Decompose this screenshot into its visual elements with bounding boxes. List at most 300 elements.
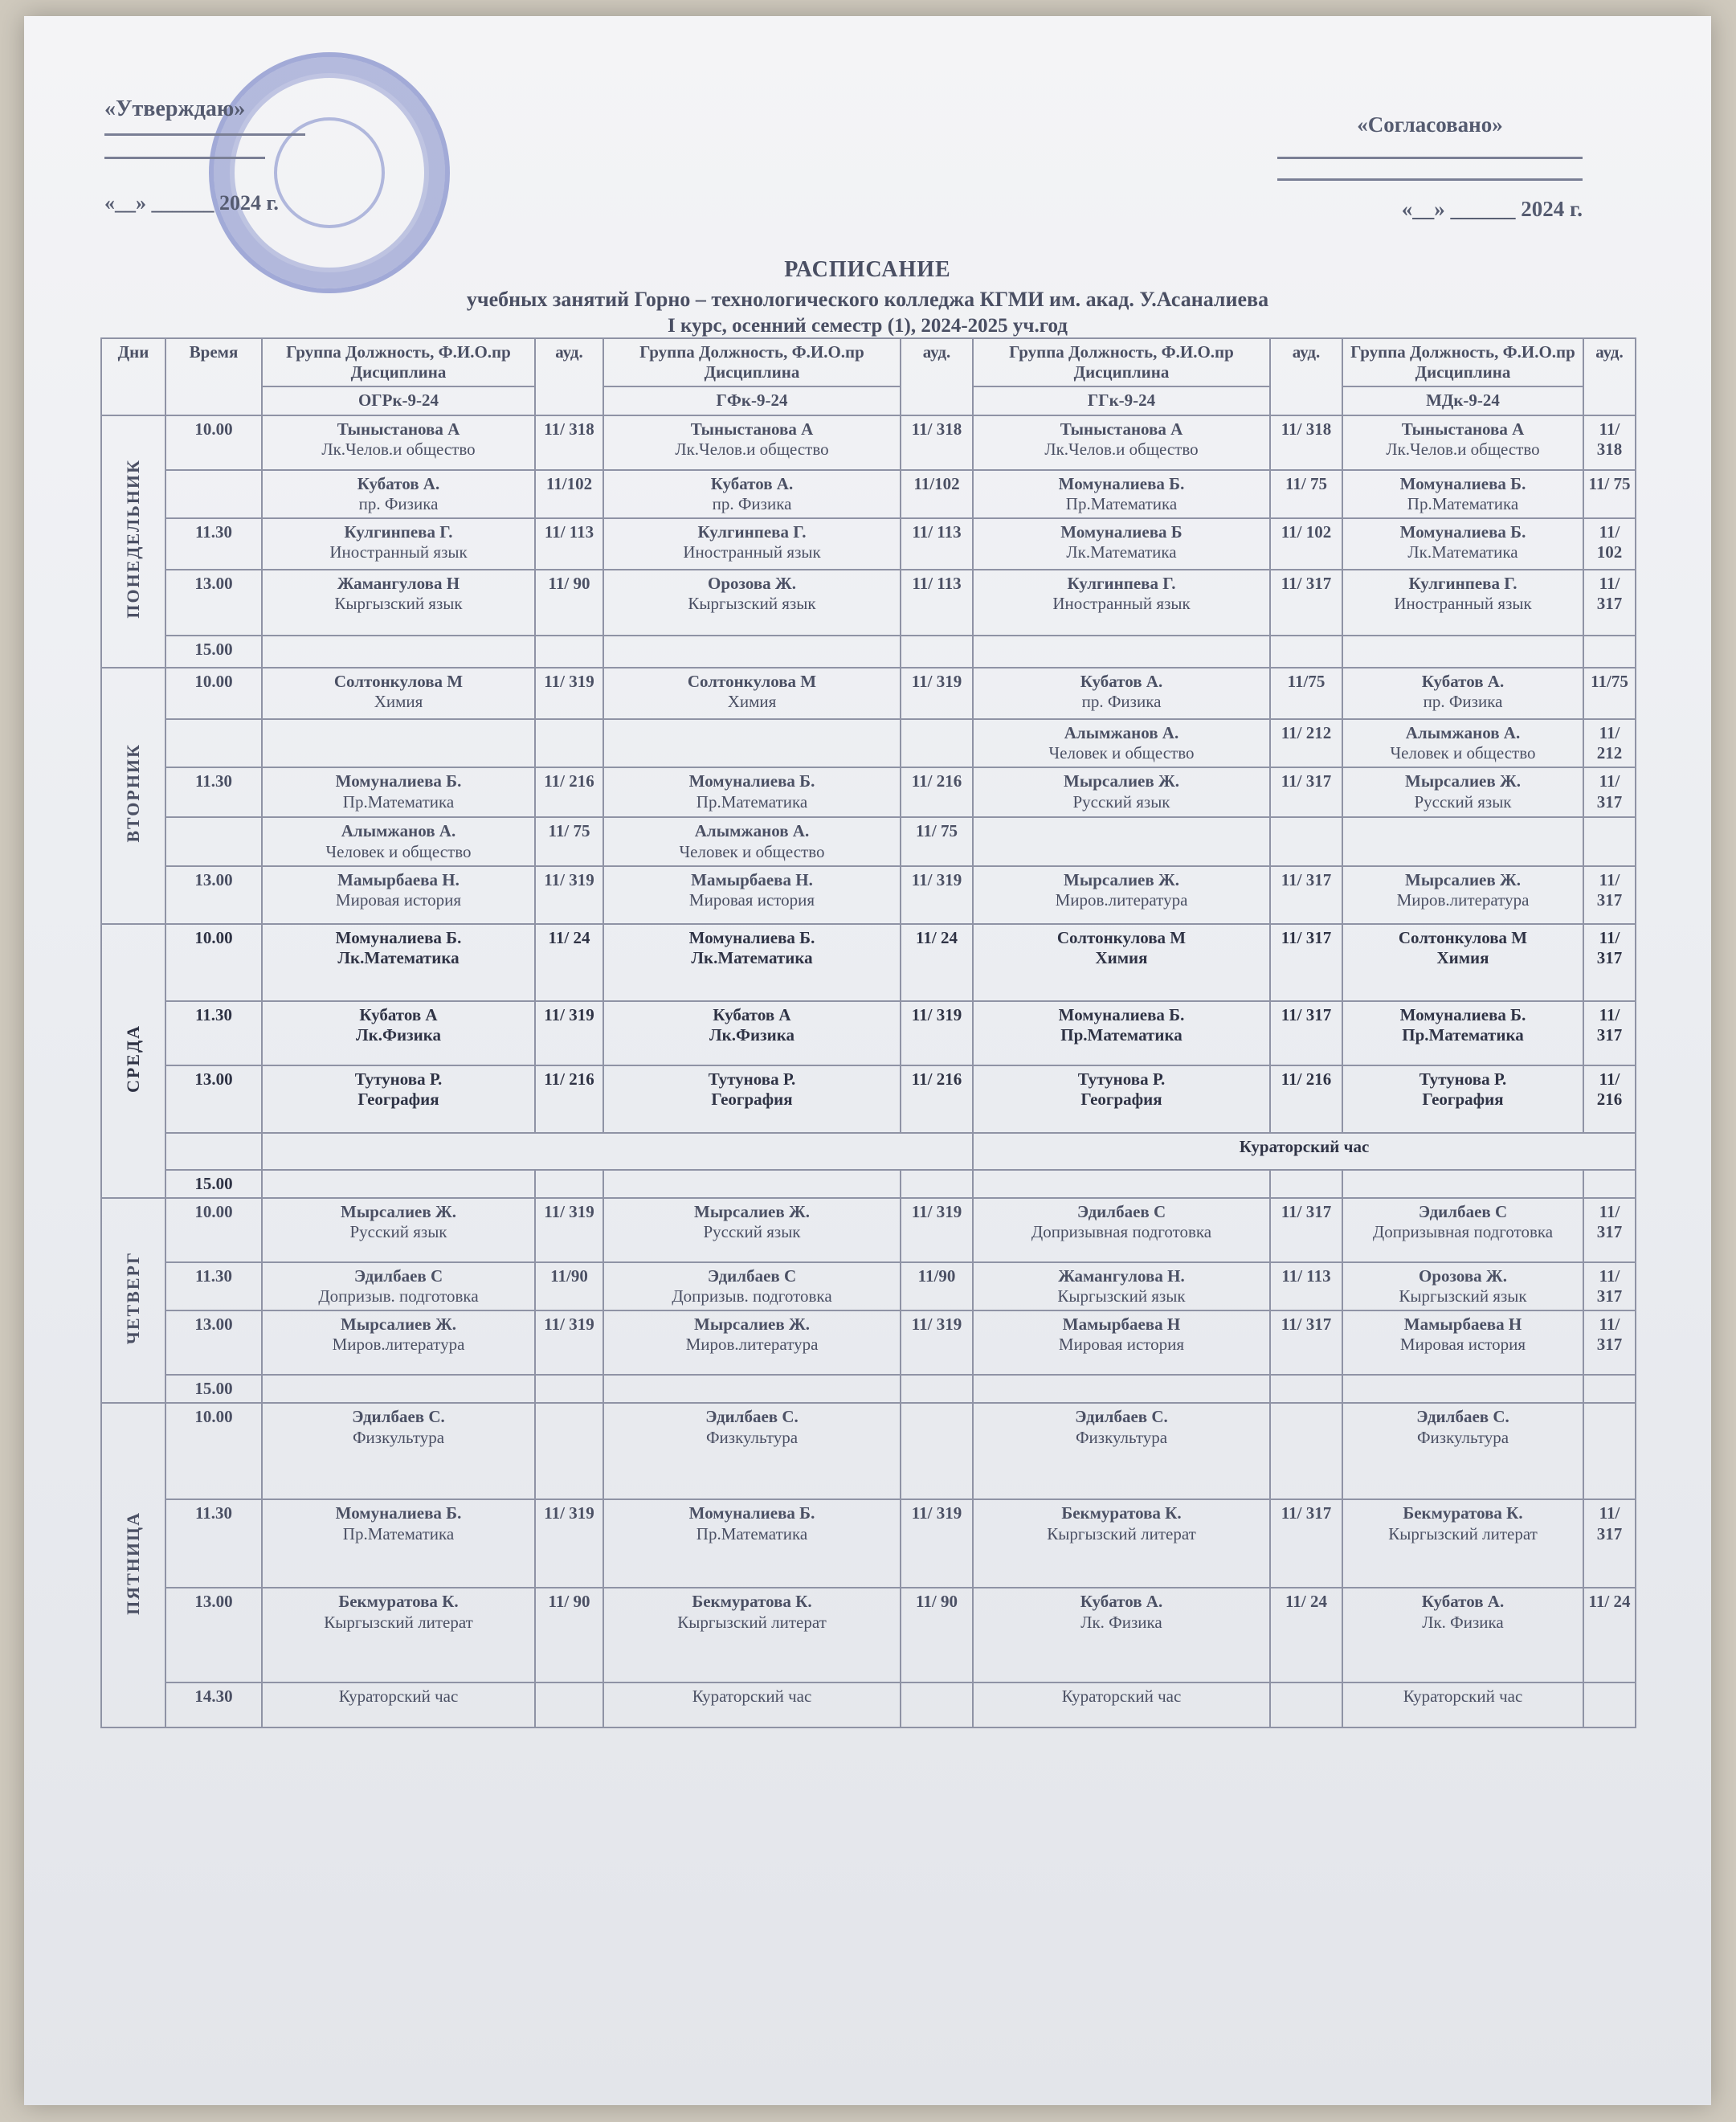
teacher-name: Тыныстанова А — [337, 419, 460, 439]
room-number: 11/90 — [535, 1262, 603, 1310]
lesson-cell — [262, 570, 535, 636]
lesson-cell — [1342, 415, 1583, 470]
lesson-cell — [262, 470, 535, 518]
teacher-name: Момуналиева Б. — [335, 771, 462, 791]
subject-name: Кыргызский язык — [688, 594, 816, 614]
lesson-cell — [603, 1170, 901, 1198]
room-number — [901, 1170, 973, 1198]
time-slot: 13.00 — [165, 570, 262, 636]
group-name: ОГРк-9-24 — [262, 386, 535, 415]
room-number: 11/ 216 — [901, 767, 973, 817]
lesson-cell — [1342, 767, 1583, 817]
agreed-label: «Согласовано» — [1357, 112, 1503, 137]
room-number: 11/ 317 — [1583, 866, 1636, 924]
header-group: Группа Должность, Ф.И.О.пр Дисциплина — [1342, 338, 1583, 386]
subject-name: Физкультура — [1075, 1427, 1168, 1447]
time-slot: 13.00 — [165, 1310, 262, 1375]
lesson-cell — [1342, 1262, 1583, 1310]
lesson-cell — [973, 719, 1270, 767]
lesson-cell — [262, 1403, 535, 1499]
teacher-name: Момуналиева Б. — [688, 771, 815, 791]
room-number: 11/ 75 — [1270, 470, 1342, 518]
room-number: 11/ 317 — [1270, 1001, 1342, 1065]
subject-name: Физкультура — [352, 1427, 445, 1447]
teacher-name: Кубатов А. — [710, 473, 794, 493]
room-number: 11/ 317 — [1270, 924, 1342, 1001]
room-number: 11/ 317 — [1270, 1198, 1342, 1262]
teacher-name: Мамырбаева Н. — [337, 869, 460, 889]
table-header-row — [101, 338, 1636, 386]
day-name: ПЯТНИЦА — [122, 1511, 143, 1615]
room-number: 11/ 317 — [1583, 1198, 1636, 1262]
teacher-name: Момуналиева Б. — [1399, 473, 1526, 493]
subject-name: Допризывная подготовка — [1372, 1222, 1554, 1242]
schedule-row — [101, 817, 1636, 865]
lesson-cell — [603, 924, 901, 1001]
lesson-cell — [973, 470, 1270, 518]
lesson-cell — [262, 1170, 535, 1198]
room-number: 11/ 317 — [1270, 866, 1342, 924]
day-name: ЧЕТВЕРГ — [122, 1251, 143, 1345]
group-names-row — [101, 386, 1636, 415]
lesson-cell — [262, 767, 535, 817]
room-number — [1270, 1375, 1342, 1403]
lesson-cell — [1342, 668, 1583, 719]
lesson-cell — [603, 1375, 901, 1403]
lesson-cell — [603, 1588, 901, 1682]
schedule-row — [101, 767, 1636, 817]
teacher-name: Момуналиева Б. — [688, 1503, 815, 1523]
subject-name: пр. Физика — [1081, 692, 1162, 712]
schedule-row — [101, 1682, 1636, 1727]
subject-name: Лк.Математика — [691, 947, 813, 967]
subject-name: Лк.Физика — [709, 1024, 794, 1045]
room-number — [535, 1170, 603, 1198]
teacher-name: Алымжанов А. — [341, 821, 456, 841]
schedule-row — [101, 866, 1636, 924]
teacher-name: Тутунова Р. — [1419, 1069, 1507, 1089]
schedule-table — [100, 337, 1636, 1728]
subject-name: Лк. Физика — [1422, 1612, 1504, 1632]
subject-name: Химия — [1095, 947, 1148, 967]
signature-line — [104, 157, 265, 159]
header-day: Дни — [101, 338, 165, 415]
teacher-name: Жамангулова Н — [337, 573, 460, 593]
schedule-row — [101, 1065, 1636, 1133]
time-slot: 15.00 — [165, 1375, 262, 1403]
room-number: 11/ 317 — [1583, 1499, 1636, 1588]
room-number — [1583, 817, 1636, 865]
room-number: 11/ 317 — [1270, 570, 1342, 636]
teacher-name: Бекмуратова К. — [338, 1592, 459, 1612]
subject-name: Кыргызский литерат — [677, 1612, 827, 1632]
lesson-cell — [603, 1262, 901, 1310]
teacher-name: Кубатов А — [359, 1004, 438, 1024]
subject-name: Человек и общество — [1390, 743, 1536, 763]
subject-name: Лк.Челов.и общество — [1044, 439, 1199, 459]
time-slot: 14.30 — [165, 1682, 262, 1727]
subject-name: Миров.литература — [1396, 889, 1530, 910]
subject-name: Лк.Челов.и общество — [675, 439, 829, 459]
room-number: 11/ 317 — [1270, 1499, 1342, 1588]
subject-name: Пр.Математика — [696, 1523, 808, 1543]
room-number: 11/ 102 — [1583, 518, 1636, 570]
teacher-name: Момуналиева Б. — [1058, 1004, 1185, 1024]
subject-name: Мировая история — [1399, 1335, 1526, 1355]
subject-name: География — [1080, 1089, 1162, 1109]
title-line-1: РАСПИСАНИЕ — [784, 257, 951, 282]
room-number: 11/ 317 — [1270, 767, 1342, 817]
teacher-name: Эдилбаев С. — [705, 1407, 799, 1427]
lesson-cell — [603, 668, 901, 719]
lesson-cell — [973, 1170, 1270, 1198]
day-name: СРЕДА — [122, 1024, 143, 1093]
time-slot — [165, 1133, 262, 1170]
subject-name: Человек и общество — [325, 841, 472, 861]
day-label — [101, 924, 165, 1198]
title-line-3: I курс, осенний семестр (1), 2024-2025 уч.год — [668, 315, 1068, 337]
teacher-name: Солтонкулова М — [1398, 927, 1528, 947]
signature-line — [1277, 178, 1583, 181]
lesson-cell — [1342, 518, 1583, 570]
subject-name: Физкультура — [1416, 1427, 1509, 1447]
day-label — [101, 668, 165, 924]
teacher-name: Алымжанов А. — [1064, 722, 1179, 742]
room-number: 11/ 90 — [535, 1588, 603, 1682]
subject-name: Лк.Математика — [1066, 542, 1177, 562]
teacher-name: Солтонкулова М — [1056, 927, 1187, 947]
lesson-cell — [973, 1499, 1270, 1588]
teacher-name: Момуналиева Б — [1060, 521, 1183, 542]
lesson-cell — [1342, 1170, 1583, 1198]
lesson-cell — [973, 767, 1270, 817]
lesson-cell — [1342, 719, 1583, 767]
day-label — [101, 415, 165, 668]
lesson-cell — [973, 570, 1270, 636]
room-number: 11/ 113 — [1270, 1262, 1342, 1310]
time-slot: 11.30 — [165, 1001, 262, 1065]
teacher-name: Орозова Ж. — [708, 573, 796, 593]
room-number: 11/ 216 — [1583, 1065, 1636, 1133]
time-slot: 11.30 — [165, 1499, 262, 1588]
teacher-name: Жамангулова Н. — [1058, 1265, 1185, 1286]
room-number: 11/ 318 — [535, 415, 603, 470]
lesson-cell — [603, 570, 901, 636]
lesson-cell — [262, 1262, 535, 1310]
teacher-name: Тыныстанова А — [1060, 419, 1183, 439]
room-number — [1583, 1375, 1636, 1403]
subject-name: Русский язык — [1072, 791, 1170, 812]
subject-name: Кураторский час — [1403, 1687, 1523, 1707]
subject-name: Кураторский час — [338, 1687, 459, 1707]
room-number: 11/ 24 — [535, 924, 603, 1001]
time-slot: 10.00 — [165, 668, 262, 719]
room-number — [535, 1682, 603, 1727]
lesson-cell — [262, 415, 535, 470]
time-slot: 15.00 — [165, 636, 262, 668]
teacher-name: Кулгинпева Г. — [344, 521, 453, 542]
schedule-row — [101, 668, 1636, 719]
teacher-name: Эдилбаев С. — [1075, 1407, 1168, 1427]
approved-date: «__» ______ 2024 г. — [104, 191, 279, 215]
subject-name: Иностранный язык — [1394, 594, 1532, 614]
room-number: 11/ 319 — [901, 1499, 973, 1588]
lesson-cell — [262, 1310, 535, 1375]
schedule-row — [101, 1170, 1636, 1198]
time-slot: 13.00 — [165, 1065, 262, 1133]
lesson-cell — [603, 1198, 901, 1262]
lesson-cell — [262, 1588, 535, 1682]
lesson-cell — [973, 1588, 1270, 1682]
lesson-cell — [1342, 1001, 1583, 1065]
lesson-cell — [262, 1499, 535, 1588]
day-label — [101, 1198, 165, 1404]
room-number: 11/ 318 — [1583, 415, 1636, 470]
teacher-name: Мамырбаева Н — [1403, 1314, 1522, 1335]
subject-name: Лк.Челов.и общество — [321, 439, 476, 459]
room-number: 11/ 318 — [1270, 415, 1342, 470]
lesson-cell — [973, 866, 1270, 924]
subject-name: Допризыв. подготовка — [318, 1286, 479, 1306]
room-number: 11/ 319 — [535, 1198, 603, 1262]
lesson-cell — [262, 1375, 535, 1403]
agreed-date: «__» ______ 2024 г. — [1401, 197, 1583, 221]
teacher-name: Солтонкулова М — [333, 671, 464, 691]
lesson-cell — [973, 1065, 1270, 1133]
lesson-cell — [262, 817, 535, 865]
room-number: 11/ 113 — [901, 518, 973, 570]
room-number: 11/ 212 — [1270, 719, 1342, 767]
signature-line — [1277, 157, 1583, 159]
schedule-row — [101, 570, 1636, 636]
teacher-name: Тутунова Р. — [354, 1069, 443, 1089]
subject-name: Иностранный язык — [1052, 594, 1191, 614]
teacher-name: Эдилбаев С — [707, 1265, 797, 1286]
room-number: 11/ 317 — [1583, 1310, 1636, 1375]
schedule-row — [101, 1262, 1636, 1310]
teacher-name: Кулгинпева Г. — [1067, 573, 1176, 593]
schedule-row — [101, 470, 1636, 518]
teacher-name: Эдилбаев С — [1418, 1201, 1508, 1221]
room-number — [1583, 1403, 1636, 1499]
teacher-name: Бекмуратова К. — [1061, 1503, 1182, 1523]
lesson-cell — [1342, 1065, 1583, 1133]
schedule-row — [101, 1198, 1636, 1262]
teacher-name: Тутунова Р. — [1077, 1069, 1166, 1089]
time-slot — [165, 719, 262, 767]
room-number: 11/ 319 — [901, 668, 973, 719]
subject-name: Химия — [727, 692, 777, 712]
subject-name: Иностранный язык — [683, 542, 821, 562]
lesson-cell — [262, 1682, 535, 1727]
lesson-cell — [973, 1682, 1270, 1727]
lesson-cell — [1342, 817, 1583, 865]
time-slot — [165, 817, 262, 865]
subject-name: Пр.Математика — [1065, 493, 1178, 513]
schedule-row — [101, 924, 1636, 1001]
subject-name: Химия — [374, 692, 423, 712]
subject-name: Допризыв. подготовка — [672, 1286, 832, 1306]
subject-name: Лк.Математика — [1407, 542, 1518, 562]
time-slot: 10.00 — [165, 924, 262, 1001]
lesson-cell — [973, 1375, 1270, 1403]
subject-name: Мировая история — [335, 889, 462, 910]
teacher-name: Эдилбаев С. — [1416, 1407, 1509, 1427]
schedule-document — [24, 16, 1711, 2105]
schedule-row — [101, 1375, 1636, 1403]
subject-name: пр. Физика — [358, 493, 439, 513]
subject-name: География — [357, 1089, 439, 1109]
schedule-row — [101, 518, 1636, 570]
teacher-name: Тыныстанова А — [690, 419, 814, 439]
lesson-cell — [262, 518, 535, 570]
lesson-cell — [603, 1001, 901, 1065]
room-number — [535, 1375, 603, 1403]
time-slot: 11.30 — [165, 1262, 262, 1310]
room-number: 11/ 24 — [1583, 1588, 1636, 1682]
lesson-cell — [262, 1065, 535, 1133]
schedule-row — [101, 1133, 1636, 1170]
lesson-cell — [262, 719, 535, 767]
teacher-name: Кулгинпева Г. — [697, 521, 807, 542]
subject-name: Русский язык — [703, 1222, 801, 1242]
title-line-2: учебных занятий Горно – технологического колледжа КГМИ им. акад. У.Асаналиева — [466, 288, 1269, 311]
header-group: Группа Должность, Ф.И.О.пр Дисциплина — [973, 338, 1270, 386]
room-number: 11/ 75 — [535, 817, 603, 865]
subject-name: Допризывная подготовка — [1031, 1222, 1212, 1242]
header-aud: ауд. — [901, 338, 973, 415]
lesson-cell — [973, 415, 1270, 470]
lesson-cell — [973, 924, 1270, 1001]
schedule-row — [101, 1499, 1636, 1588]
subject-name: Кураторский час — [1061, 1687, 1182, 1707]
day-label — [101, 1403, 165, 1727]
teacher-name: Момуналиева Б. — [1399, 1004, 1526, 1024]
agreement-block — [1277, 112, 1583, 222]
lesson-cell — [973, 1310, 1270, 1375]
subject-name: Русский язык — [349, 1222, 447, 1242]
time-slot: 10.00 — [165, 1403, 262, 1499]
teacher-name: Эдилбаев С — [353, 1265, 443, 1286]
lesson-cell — [1342, 1375, 1583, 1403]
room-number: 11/ 319 — [901, 866, 973, 924]
room-number: 11/ 317 — [1270, 1310, 1342, 1375]
subject-name: Мировая история — [688, 889, 815, 910]
lesson-cell — [262, 1001, 535, 1065]
room-number — [1270, 817, 1342, 865]
room-number: 11/ 318 — [901, 415, 973, 470]
approved-label: «Утверждаю» — [104, 96, 246, 121]
teacher-name: Мырсалиев Ж. — [1064, 771, 1179, 791]
room-number — [1270, 1403, 1342, 1499]
group-name: ГГк-9-24 — [973, 386, 1270, 415]
subject-name: Лк.Математика — [337, 947, 460, 967]
lesson-cell — [1342, 1682, 1583, 1727]
room-number: 11/ 102 — [1270, 518, 1342, 570]
subject-name: Русский язык — [1414, 791, 1512, 812]
lesson-cell — [1342, 1588, 1583, 1682]
lesson-cell — [603, 1310, 901, 1375]
room-number — [1583, 636, 1636, 668]
schedule-row — [101, 1403, 1636, 1499]
lesson-cell — [603, 1499, 901, 1588]
subject-name: Миров.литература — [332, 1335, 465, 1355]
lesson-cell — [1342, 1198, 1583, 1262]
room-number: 11/ 319 — [535, 1001, 603, 1065]
subject-name: Пр.Математика — [1407, 493, 1519, 513]
teacher-name: Кубатов А. — [1080, 1592, 1163, 1612]
header-aud: ауд. — [1583, 338, 1636, 415]
lesson-cell — [973, 1198, 1270, 1262]
room-number: 11/ 319 — [535, 1310, 603, 1375]
room-number: 11/ 216 — [1270, 1065, 1342, 1133]
lesson-cell — [1342, 570, 1583, 636]
room-number: 11/ 113 — [901, 570, 973, 636]
header-aud: ауд. — [1270, 338, 1342, 415]
lesson-cell — [603, 470, 901, 518]
lesson-cell — [973, 817, 1270, 865]
schedule-row — [101, 415, 1636, 470]
room-number — [901, 719, 973, 767]
teacher-name: Кубатов А. — [1421, 1592, 1505, 1612]
teacher-name: Солтонкулова М — [687, 671, 817, 691]
subject-name: Человек и общество — [1048, 743, 1195, 763]
room-number — [901, 1682, 973, 1727]
lesson-cell — [603, 767, 901, 817]
subject-name: Химия — [1436, 947, 1489, 967]
subject-name: Пр.Математика — [342, 791, 455, 812]
teacher-name: Кубатов А — [713, 1004, 791, 1024]
subject-name: География — [1422, 1089, 1504, 1109]
subject-name: Иностранный язык — [329, 542, 468, 562]
subject-name: Миров.литература — [685, 1335, 819, 1355]
subject-name: Кыргызский язык — [1057, 1286, 1186, 1306]
teacher-name: Мамырбаева Н. — [691, 869, 813, 889]
room-number — [901, 1403, 973, 1499]
subject-name: Миров.литература — [1055, 889, 1188, 910]
schedule-row — [101, 636, 1636, 668]
header-group: Группа Должность, Ф.И.О.пр Дисциплина — [262, 338, 535, 386]
lesson-cell — [262, 668, 535, 719]
teacher-name: Момуналиева Б. — [335, 927, 462, 947]
room-number: 11/ 317 — [1583, 570, 1636, 636]
room-number: 11/ 317 — [1583, 1001, 1636, 1065]
room-number — [1583, 1170, 1636, 1198]
lesson-cell — [603, 518, 901, 570]
group-name: ГФк-9-24 — [603, 386, 901, 415]
teacher-name: Мамырбаева Н — [1062, 1314, 1181, 1335]
room-number: 11/ 24 — [1270, 1588, 1342, 1682]
subject-name: Кыргызский литерат — [1388, 1523, 1538, 1543]
room-number: 11/75 — [1583, 668, 1636, 719]
subject-name: Пр.Математика — [342, 1523, 455, 1543]
time-slot: 13.00 — [165, 1588, 262, 1682]
time-slot — [165, 470, 262, 518]
room-number — [901, 636, 973, 668]
teacher-name: Кубатов А. — [357, 473, 440, 493]
teacher-name: Момуналиева Б. — [688, 927, 815, 947]
room-number: 11/102 — [901, 470, 973, 518]
room-number — [1583, 1682, 1636, 1727]
room-number: 11/75 — [1270, 668, 1342, 719]
lesson-cell — [603, 817, 901, 865]
header-group: Группа Должность, Ф.И.О.пр Дисциплина — [603, 338, 901, 386]
room-number: 11/90 — [901, 1262, 973, 1310]
teacher-name: Бекмуратова К. — [692, 1592, 812, 1612]
group-name: МДк-9-24 — [1342, 386, 1583, 415]
teacher-name: Алымжанов А. — [694, 821, 810, 841]
lesson-cell — [973, 1403, 1270, 1499]
